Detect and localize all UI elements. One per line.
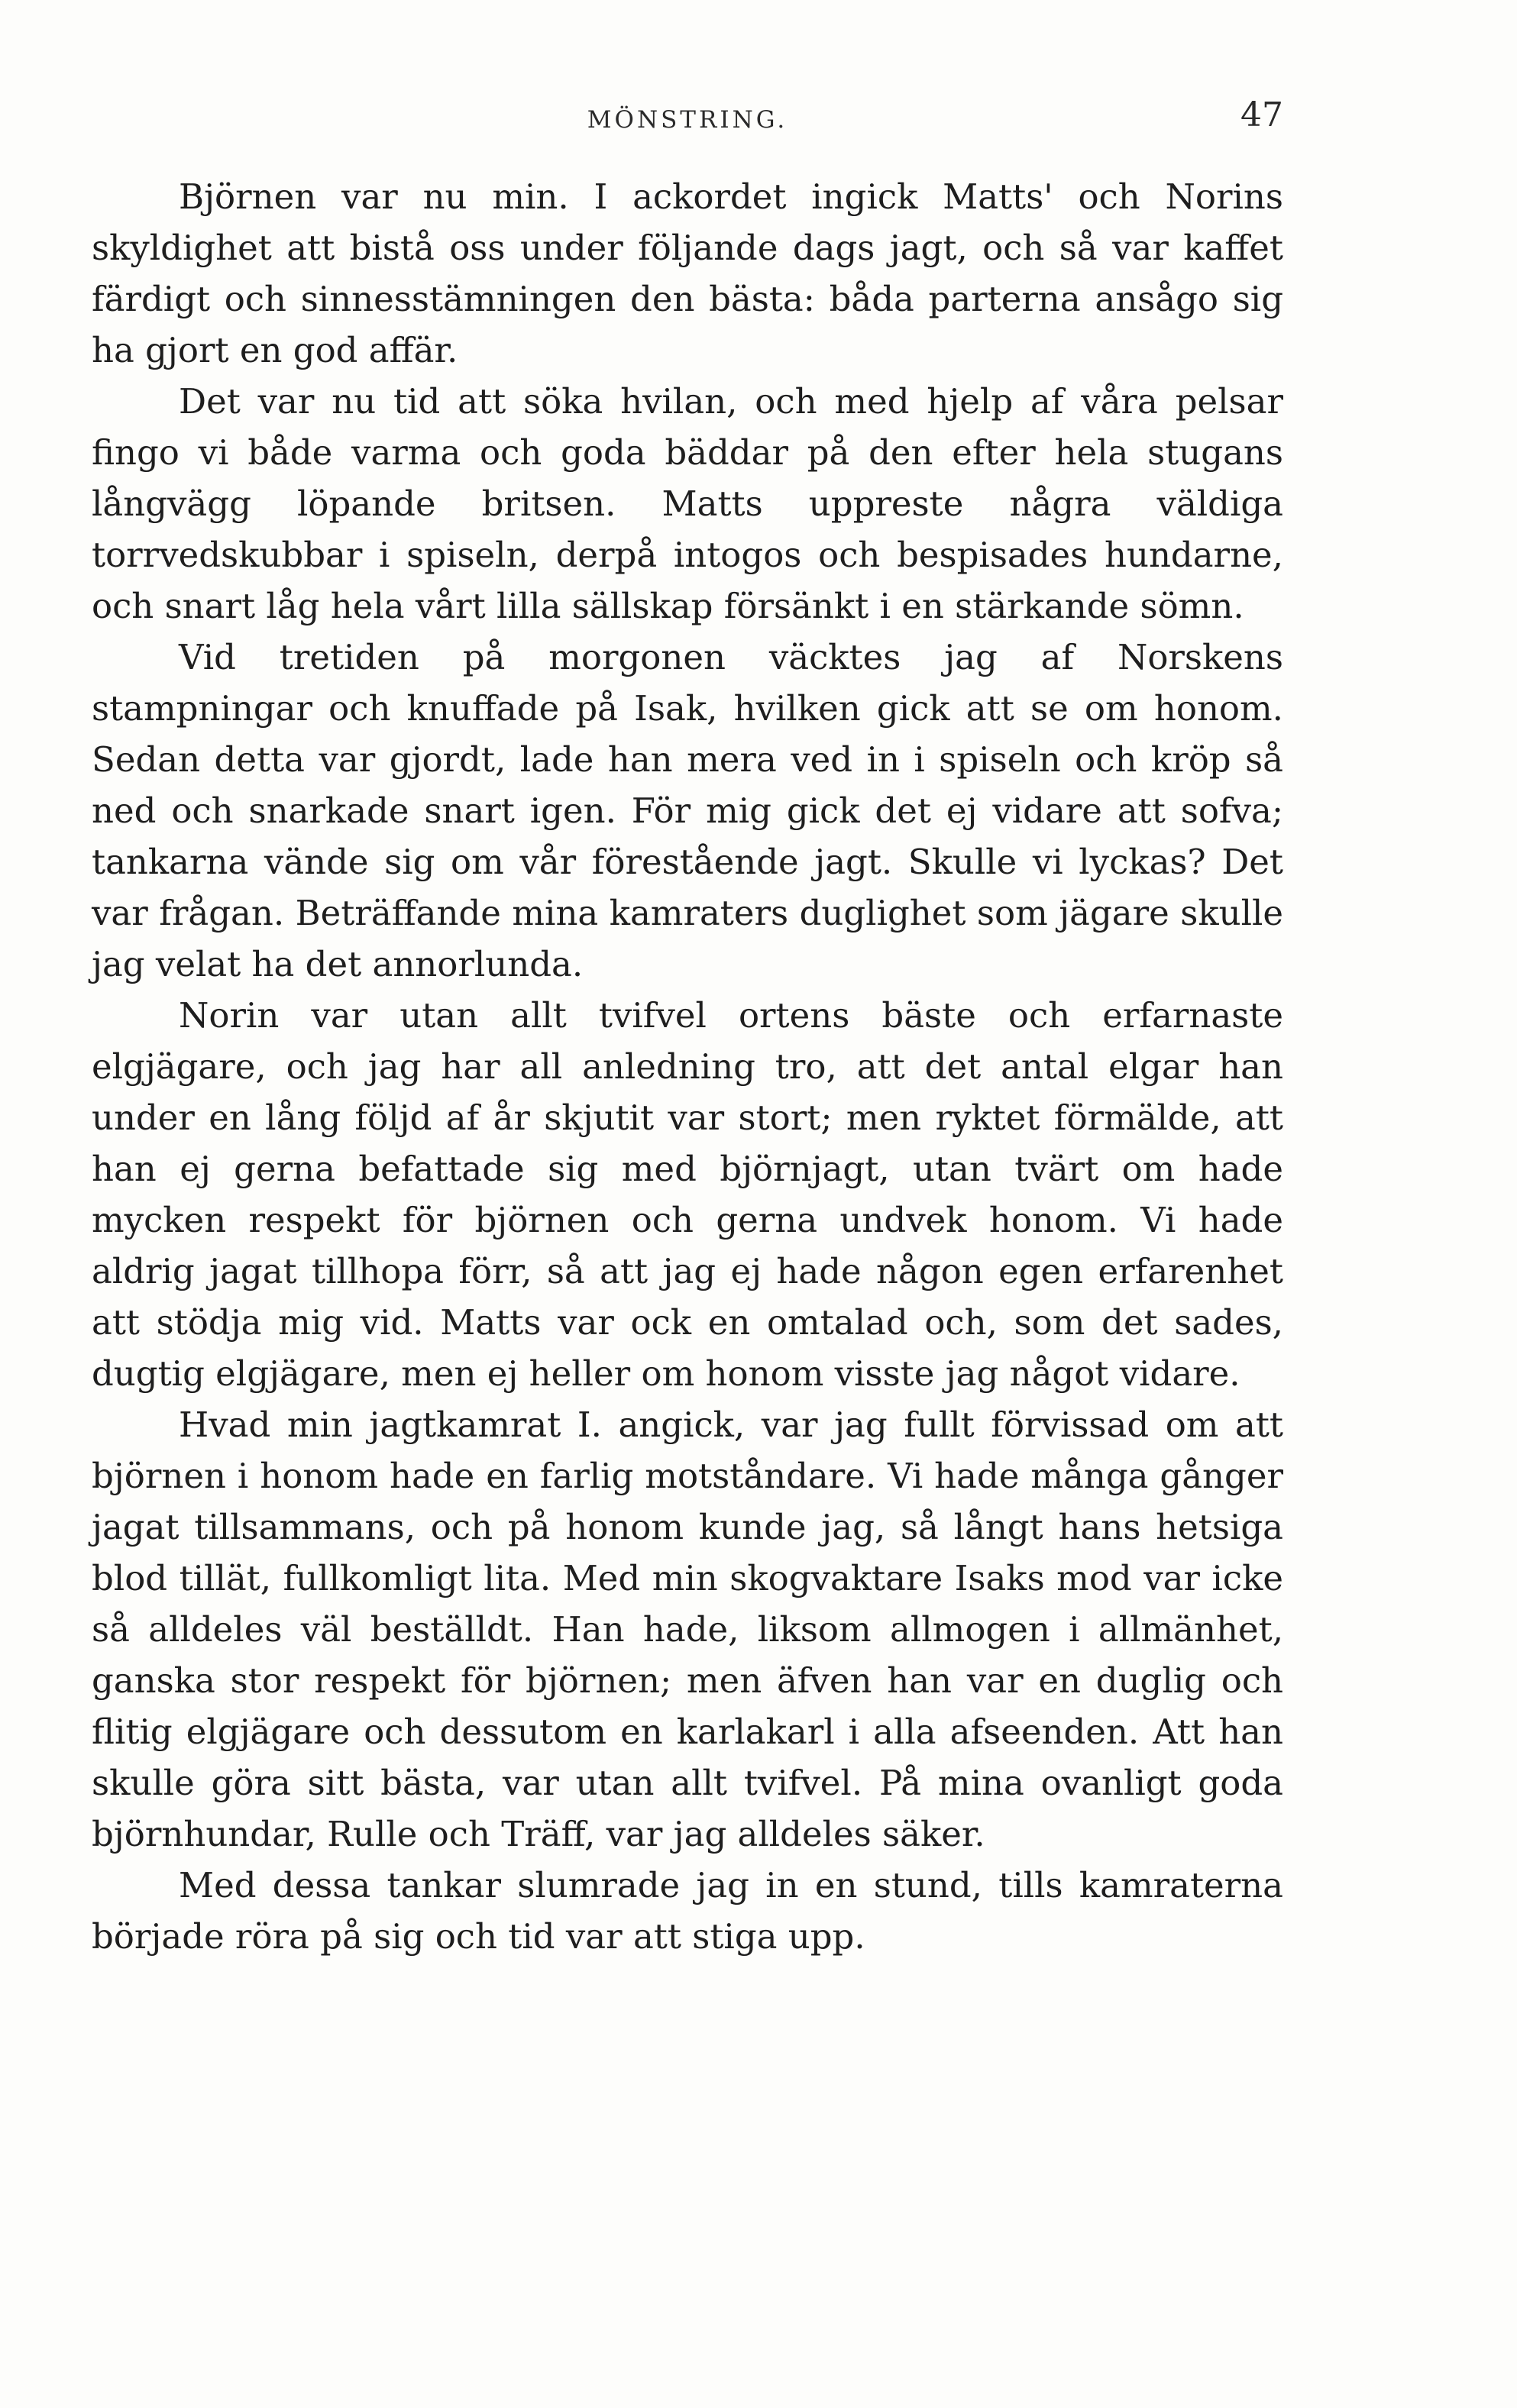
paragraph: Norin var utan allt tvifvel ortens bäste och erfarnaste elgjägare, och jag har all anledning tro, att det antal elgar han under en lång följd af år skjutit var stort; men ryktet förmälde, att han ej gerna befattade sig med björnjagt, utan tvärt om hade mycken respekt för björnen och gerna undvek honom. Vi hade aldrig jagat tillhopa förr, så att jag ej hade någon egen erfarenhet att stödja mig vid. Matts var ock en omtalad och, som det sades, dugtig elgjägare, men ej heller om honom visste jag något vidare.	[92, 995, 1283, 1394]
paragraph: Med dessa tankar slumrade jag in en stund, tills kamraterna började röra på sig och tid var att stiga upp.	[92, 1865, 1283, 1957]
body-text	[92, 171, 1283, 1962]
running-head: MÖNSTRING.	[587, 106, 788, 134]
page-number: 47	[1240, 95, 1283, 134]
paragraph: Det var nu tid att söka hvilan, och med hjelp af våra pelsar fingo vi både varma och goda bäddar på den efter hela stugans långvägg löpande britsen. Matts uppreste några väldiga torrvedskubbar i spiseln, derpå intogos och bespisades hundarne, och snart låg hela vårt lilla sällskap försänkt i en stärkande sömn.	[92, 381, 1283, 626]
paragraph: Björnen var nu min. I ackordet ingick Matts' och Norins skyldighet att bistå oss under följande dags jagt, och så var kaffet färdigt och sinnesstämningen den bästa: båda parterna ansågo sig ha gjort en god affär.	[92, 176, 1283, 370]
page-header	[92, 95, 1283, 141]
paragraph: Vid tretiden på morgonen väcktes jag af Norskens stampningar och knuffade på Isak, hvilken gick att se om honom. Sedan detta var gjordt, lade han mera ved in i spiseln och kröp så ned och snarkade snart igen. För mig gick det ej vidare att sofva; tankarna vände sig om vår förestående jagt. Skulle vi lyckas? Det var frågan. Beträffande mina kamraters duglighet som jägare skulle jag velat ha det annorlunda.	[92, 637, 1283, 984]
paragraph: Hvad min jagtkamrat I. angick, var jag fullt förvissad om att björnen i honom hade en farlig motståndare. Vi hade många gånger jagat tillsammans, och på honom kunde jag, så långt hans hetsiga blod tillät, fullkomligt lita. Med min skogvaktare Isaks mod var icke så alldeles väl beställdt. Han hade, liksom allmogen i allmänhet, ganska stor respekt för björnen; men äfven han var en duglig och flitig elgjägare och dessutom en karlakarl i alla afseenden. Att han skulle göra sitt bästa, var utan allt tvifvel. På mina ovanligt goda björnhundar, Rulle och Träff, var jag alldeles säker.	[92, 1404, 1283, 1854]
